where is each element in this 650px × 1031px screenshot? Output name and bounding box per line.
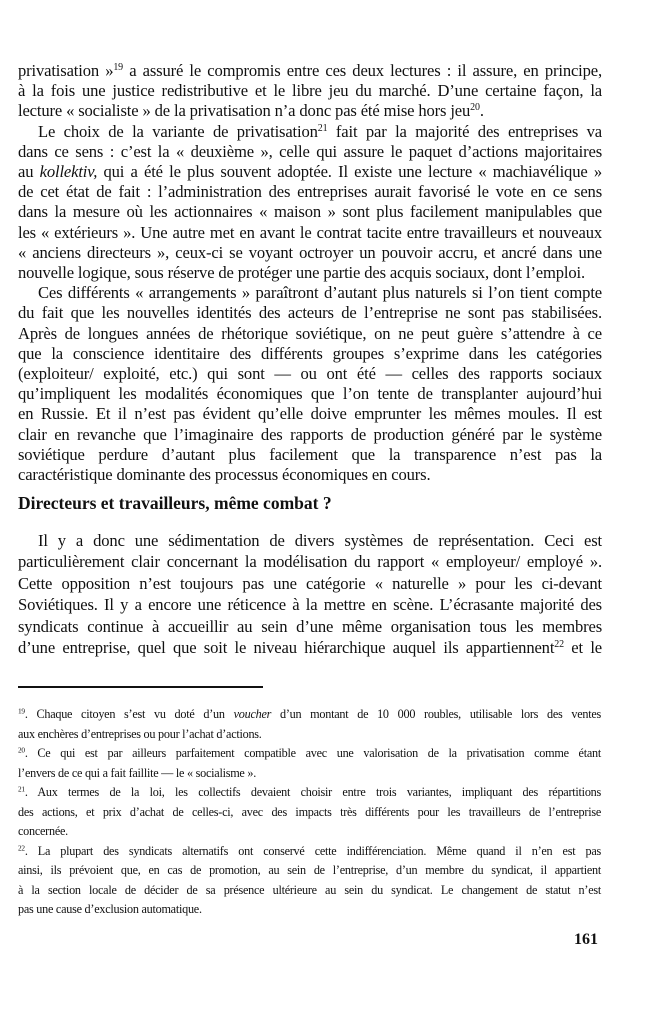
text-segment: . La plupart des syndicats alternatifs ont conservé cette indifférenciation. Même quand il n’en est pas: [24, 843, 601, 858]
text-segment: caractéristique dominante des processus économiques en cours.: [18, 465, 431, 485]
text-line: [18, 364, 602, 384]
text-segment: dans ce sens : c’est la « deuxième », celle qui assure le paquet d’actions majoritaires: [18, 141, 602, 161]
text-segment: Après de longues années de rhétorique soviétique, on ne peut guère s’attendre à ce: [18, 323, 602, 343]
text-line: [18, 263, 602, 283]
text-line: [18, 465, 602, 485]
text-segment: soviétique perdure d’autant plus facilement que la transparence n’est pas la: [18, 444, 602, 464]
text-line: [18, 324, 602, 344]
text-segment: . Aux termes de la loi, les collectifs devaient choisir entre trois variantes, impliquant des répartitions: [24, 785, 601, 799]
text-line: [18, 637, 602, 658]
text-segment: qui a été le plus souvent adoptée. Il existe une lecture « machiavélique »: [97, 162, 602, 182]
text-segment: au: [18, 162, 40, 182]
footnote-line: [18, 842, 601, 862]
text-segment: que la conscience identitaire des différents groupes s’exprime dans les catégories: [18, 343, 602, 363]
text-segment: . Chaque citoyen s’est vu doté d’un: [24, 707, 234, 721]
footnote-line: [18, 725, 601, 745]
text-segment: . Ce qui est par ailleurs parfaitement compatible avec une valorisation de la privatisation comme étant: [24, 746, 601, 760]
text-line: [18, 530, 602, 551]
text-segment: qu’impliquent les modalités économiques que l’on tente de transplanter aujourd’hui: [18, 384, 602, 404]
footnote-line: [18, 900, 601, 920]
text-segment: privatisation »: [18, 61, 114, 80]
text-line: [18, 61, 602, 81]
text-segment: Soviétiques. Il y a encore une réticence à la mettre en scène. L’écrasante majorité des: [18, 595, 602, 615]
footnote-line: [18, 803, 601, 823]
text-line: [18, 344, 602, 364]
footnote-separator: [18, 686, 263, 688]
text-line: [18, 573, 602, 594]
footnote-line: [18, 783, 601, 803]
text-line: [18, 551, 602, 572]
text-segment: aux enchères d’entreprises ou pour l’achat d’actions.: [18, 726, 262, 741]
text-line: [18, 594, 602, 615]
footnote-line: [18, 705, 601, 725]
text-segment: des actions, et prix d’achat de celles-ci, avec des impacts très différents pour les travailleurs de l’entreprise: [18, 804, 601, 819]
text-segment: (exploiteur/ exploité, etc.) qui sont — ou ont été — celles des rapports sociaux: [18, 364, 602, 384]
text-segment: syndicats continue à accueillir au sein d’une même organisation tous les membres: [18, 616, 602, 636]
text-line: [18, 445, 602, 465]
text-segment: les « extérieurs ». Une autre met en avant le contrat tacite entre travailleurs et nouveaux: [18, 222, 602, 242]
footnote-line: [18, 744, 601, 764]
text-segment: en Russie. Et il n’est pas évident qu’elle doive emprunter les mêmes moules. Il est: [18, 404, 602, 424]
text-line: [18, 616, 602, 637]
text-segment: fait par la majorité des entreprises va: [327, 121, 602, 141]
footnote-reference: 19: [113, 62, 124, 74]
footnote-reference: 21: [317, 122, 328, 134]
text-segment: l’envers de ce qui a fait faillite — le « socialisme ».: [18, 765, 257, 780]
text-segment: dans la mesure où les actionnaires « maison » sont plus facilement manipulables que: [18, 202, 602, 222]
text-line: [18, 182, 602, 202]
text-line: [18, 142, 602, 162]
text-line: [18, 162, 602, 182]
text-segment: Le choix de la variante de privatisation: [38, 121, 318, 141]
text-segment: Ces différents « arrangements » paraîtront d’autant plus naturels si l’on tient compte: [38, 283, 602, 303]
text-line: [18, 404, 602, 424]
text-segment: concernée.: [18, 824, 68, 838]
footnote-line: [18, 861, 601, 881]
text-segment: « anciens directeurs », ceux-ci se voyant octroyer un pouvoir accru, et ancré dans une: [18, 242, 602, 262]
text-segment: pas une cause d’exclusion automatique.: [18, 902, 202, 916]
text-line: [18, 223, 602, 243]
footnote-line: [18, 764, 601, 784]
text-segment: d’un montant de 10 000 roubles, utilisable lors des ventes: [271, 707, 601, 721]
text-segment: particulièrement clair concernant la modélisation du rapport « employeur/ employé ».: [18, 552, 602, 572]
footnote-reference: 20: [18, 745, 25, 755]
text-line: [18, 283, 602, 303]
text-segment: .: [479, 101, 484, 121]
text-segment: du fait que les nouvelles identités des acteurs de l’entreprise ne sont pas stabilisées.: [18, 303, 602, 323]
main-text-section-1: [18, 61, 602, 485]
text-segment: à la fois une justice redistributive et le libre jeu du marché. D’une certaine façon, la: [18, 81, 602, 101]
text-segment: lecture « socialiste » de la privatisation n’a donc pas été mise hors jeu: [18, 101, 471, 121]
footnote-line: [18, 822, 601, 842]
text-line: [18, 243, 602, 263]
text-line: [18, 425, 602, 445]
text-segment: d’une entreprise, quel que soit le niveau hiérarchique auquel ils appartiennent: [18, 638, 555, 658]
italic-term: voucher: [233, 707, 272, 721]
footnote-reference: 19: [18, 706, 25, 716]
text-line: [18, 122, 602, 142]
text-line: [18, 303, 602, 323]
text-segment: a assuré le compromis entre ces deux lectures : il assure, en principe,: [123, 61, 602, 80]
text-segment: à la section locale de décider de sa présence ultérieure au sein du syndicat. Le changement de statut n’est: [18, 882, 601, 897]
footnote-reference: 21: [18, 784, 25, 794]
footnote-reference: 22: [18, 843, 25, 853]
italic-term: kollektiv,: [39, 162, 98, 182]
text-segment: clair en revanche que l’imaginaire des rapports de production généré par le système: [18, 424, 602, 444]
text-segment: nouvelle logique, sous réserve de protéger une partie des acquis sociaux, dont l’emploi.: [18, 263, 585, 283]
footnote-reference: 20: [470, 102, 480, 114]
text-segment: ainsi, ils prévoient que, en cas de promotion, au sein de l’entreprise, d’un membre du syndicat, il appartient: [18, 863, 601, 877]
text-line: [18, 202, 602, 222]
text-segment: Cette opposition n’est toujours pas une catégorie « naturelle » pour les ci-devant: [18, 573, 602, 593]
footnote-line: [18, 881, 601, 901]
footnotes: [18, 705, 601, 920]
text-line: [18, 101, 602, 121]
text-line: [18, 81, 602, 101]
section-heading: Directeurs et travailleurs, même combat ?: [18, 493, 332, 513]
main-text-section-2: [18, 530, 602, 659]
text-segment: et le: [563, 638, 602, 658]
page-number: 161: [574, 931, 598, 948]
text-segment: de cet état de fait : l’administration des entreprises aurait favorisé le vote en ce sens: [18, 182, 602, 202]
footnote-reference: 22: [554, 639, 564, 651]
text-segment: Il y a donc une sédimentation de divers systèmes de représentation. Ceci est: [38, 531, 602, 550]
text-line: [18, 384, 602, 404]
